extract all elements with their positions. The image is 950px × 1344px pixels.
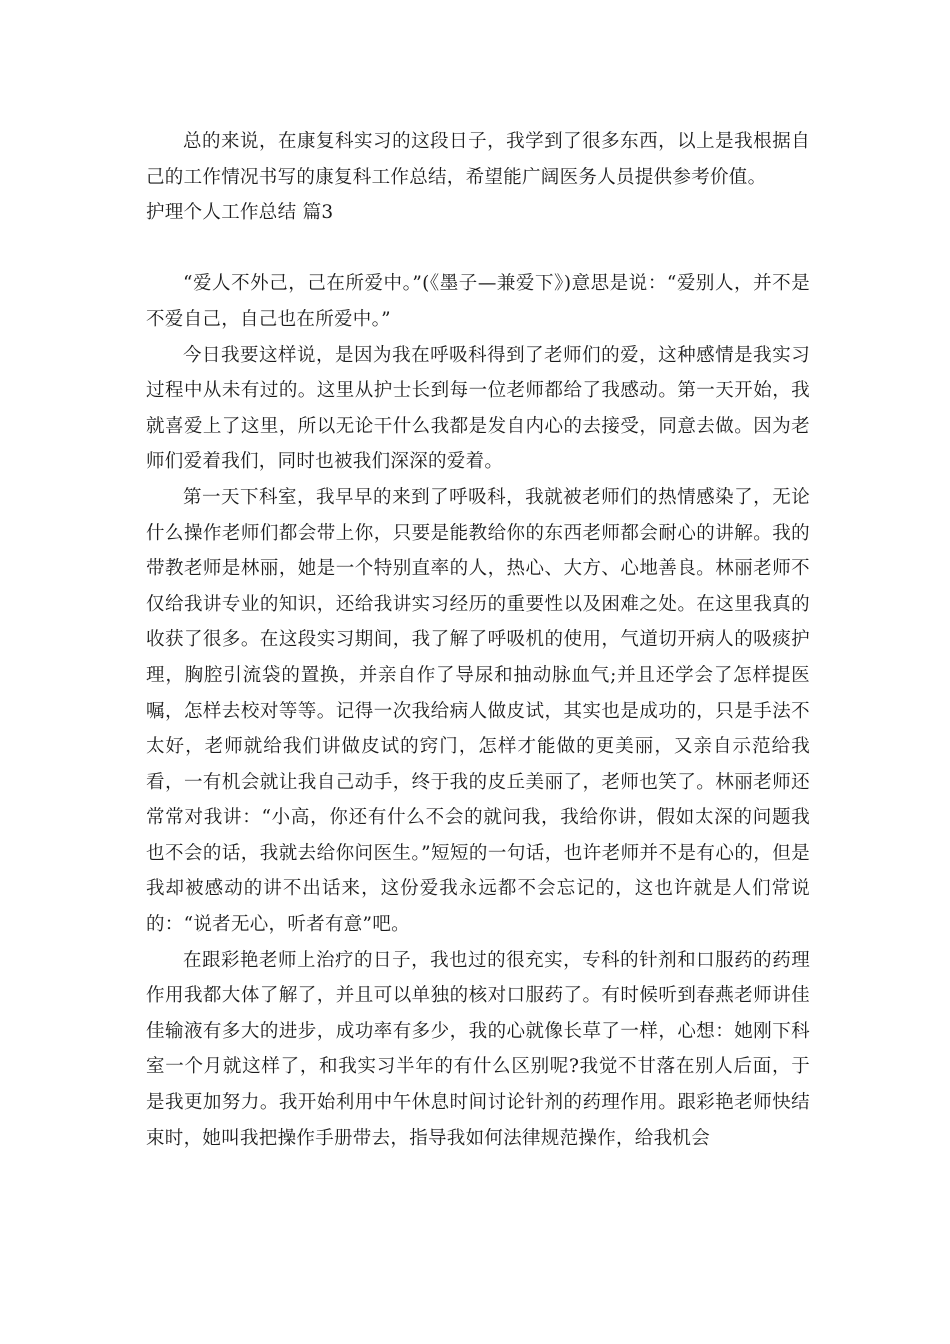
body-paragraph-3: 第一天下科室，我早早的来到了呼吸科，我就被老师们的热情感染了，无论什么操作老师们都会带上你，只要是能教给你的东西老师都会耐心的讲解。我的带教老师是林丽，她是一个特别直率的人，热心、大方、心地善良。林丽老师不仅给我讲专业的知识，还给我讲实习经历的重要性以及困难之处。在这里我真的收获了很多。在这段实习期间，我了解了呼吸机的使用，气道切开病人的吸痰护理，胸腔引流袋的置换，并亲自作了导尿和抽动脉血气;并且还学会了怎样提医嘱，怎样去校对等等。记得一次我给病人做皮试，其实也是成功的，只是手法不太好，老师就给我们讲做皮试的窍门，怎样才能做的更美丽，又亲自示范给我看，一有机会就让我自己动手，终于我的皮丘美丽了，老师也笑了。林丽老师还常常对我讲：“小高，你还有什么不会的就问我，我给你讲，假如太深的问题我也不会的话，我就去给你问医生。”短短的一句话，也许老师并不是有心的，但是我却被感动的讲不出话来，这份爱我永远都不会忘记的，这也许就是人们常说的：“说者无心，听者有意”吧。 xyxy=(146,486,810,936)
body-paragraph-2: 今日我要这样说，是因为我在呼吸科得到了老师们的爱，这种感情是我实习过程中从未有过的。这里从护士长到每一位老师都给了我感动。第一天开始，我就喜爱上了这里，所以无论干什么我都是发自内心的去接受，同意去做。因为老师们爱着我们，同时也被我们深深的爱着。 xyxy=(146,344,810,473)
document-page xyxy=(146,124,810,1156)
blank-line xyxy=(146,231,810,267)
intro-paragraph: 总的来说，在康复科实习的这段日子，我学到了很多东西，以上是我根据自己的工作情况书写的康复科工作总结，希望能广阔医务人员提供参考价值。 xyxy=(146,131,810,188)
section-heading: 护理个人工作总结 篇3 xyxy=(146,202,334,224)
body-paragraph-1: “爱人不外己，己在所爱中。”(《墨子—兼爱下》)意思是说：“爱别人，并不是不爱自己，自己也在所爱中。” xyxy=(146,273,810,330)
body-paragraph-4: 在跟彩艳老师上治疗的日子，我也过的很充实，专科的针剂和口服药的药理作用我都大体了解了，并且可以单独的核对口服药了。有时候听到春燕老师讲佳佳输液有多大的进步，成功率有多少，我的心就像长草了一样，心想：她刚下科室一个月就这样了，和我实习半年的有什么区别呢?我觉不甘落在别人后面，于是我更加努力。我开始利用中午休息时间讨论针剂的药理作用。跟彩艳老师快结束时，她叫我把操作手册带去，指导我如何法律规范操作，给我机会 xyxy=(146,949,810,1149)
